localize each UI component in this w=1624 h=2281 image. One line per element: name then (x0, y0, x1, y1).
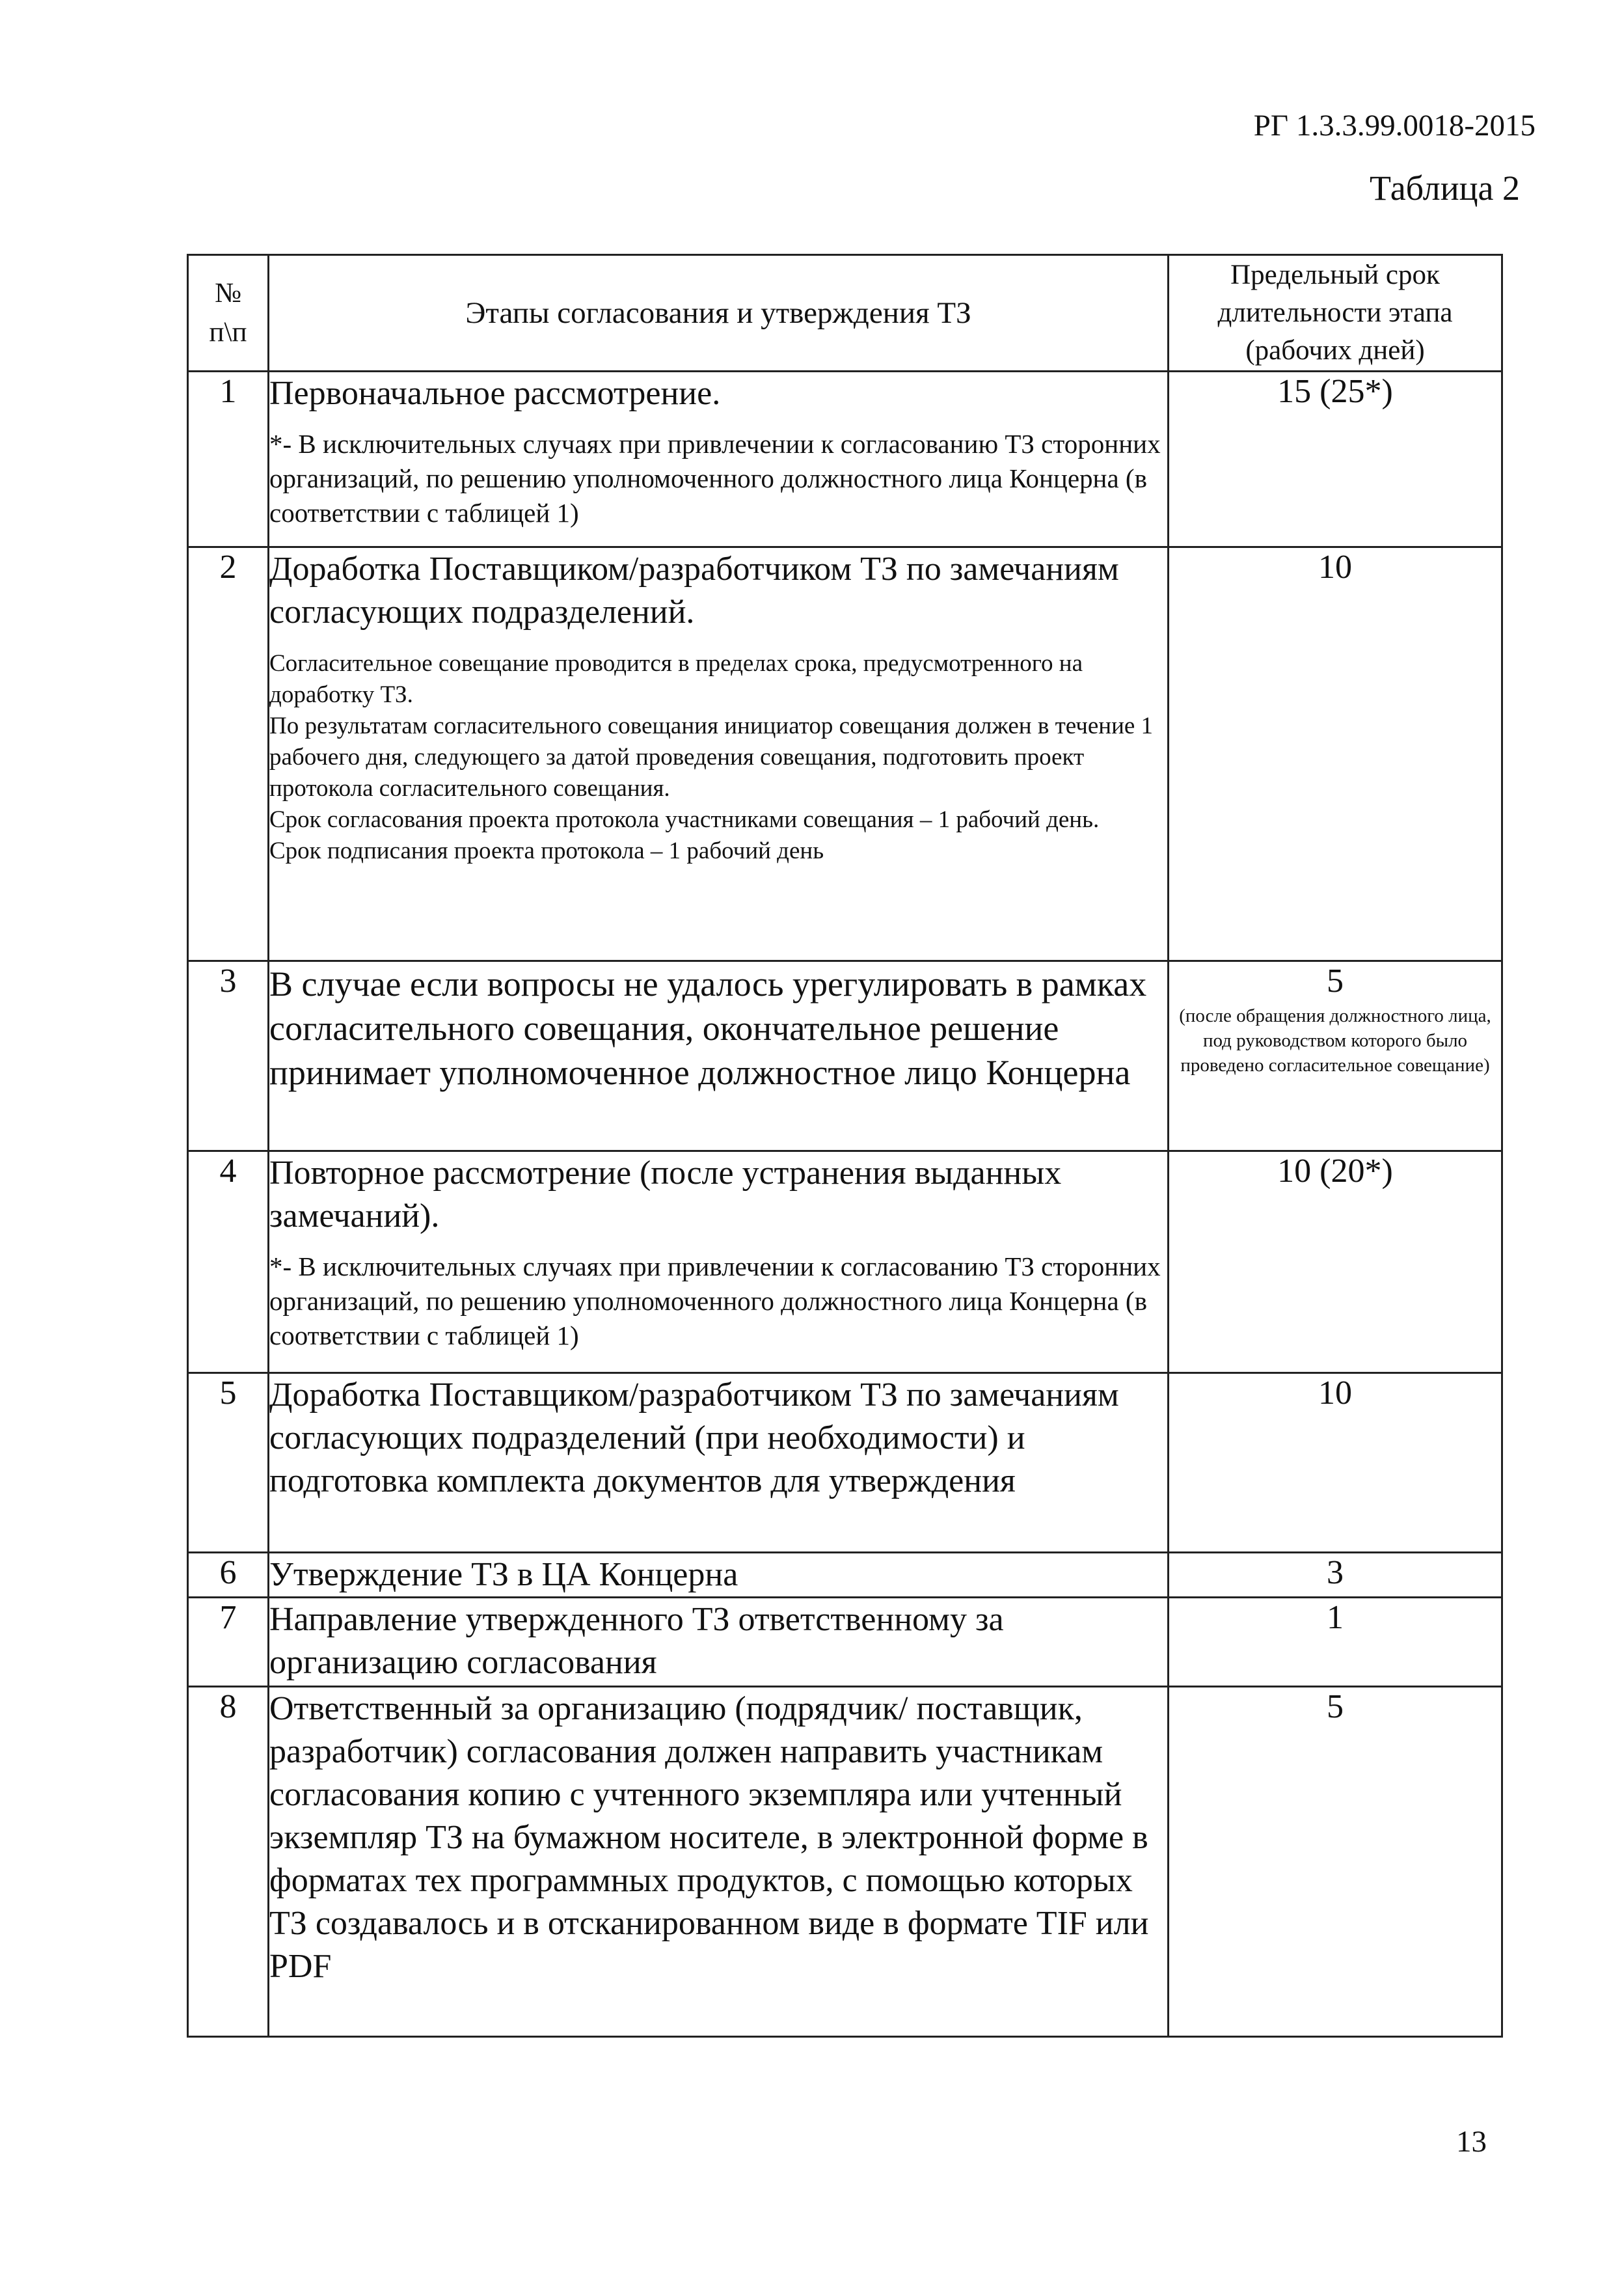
term-cell: 3 (1169, 1553, 1502, 1598)
document-code: РГ 1.3.3.99.0018-2015 (1253, 109, 1536, 143)
header-number (188, 255, 269, 372)
stage-text: Ответственный за организацию (подрядчик/ поставщик, разработчик) согласования должен направить участникам согласования копию с учтенного экземпляра или учтенный экземпляр ТЗ на бумажном носителе, в электронной форме в форматах тех программных продуктов, с помощью которых ТЗ создавалось и в отсканированном виде в формате TIF или PDF (269, 1690, 1149, 1985)
header-stage: Этапы согласования и утверждения ТЗ (269, 255, 1169, 372)
note-line: Согласительное совещание проводится в пределах срока, предусмотренного на доработку ТЗ. (269, 650, 1083, 708)
row-number: 3 (188, 961, 269, 1151)
term-cell (1169, 961, 1502, 1151)
stage-cell (269, 1687, 1169, 2037)
table-row (188, 1373, 1502, 1553)
row-number: 5 (188, 1373, 269, 1553)
stage-text: В случае если вопросы не удалось урегулировать в рамках согласительного совещания, окончательное решение принимает уполномоченное должностное лицо Концерна (269, 964, 1147, 1092)
page-number: 13 (1456, 2125, 1487, 2159)
stage-text: Утверждение ТЗ в ЦА Концерна (269, 1556, 738, 1593)
stage-text: Доработка Поставщиком/разработчиком ТЗ по замечаниям согласующих подразделений (при необходимости) и подготовка комплекта документов для утверждения (269, 1376, 1119, 1499)
note-line: Срок подписания проекта протокола – 1 рабочий день (269, 838, 824, 864)
stage-cell (269, 1553, 1169, 1598)
term-cell: 1 (1169, 1598, 1502, 1687)
term-cell: 10 (20*) (1169, 1151, 1502, 1373)
header-number-line1: № (214, 278, 242, 308)
table-row (188, 1687, 1502, 2037)
table-row (188, 961, 1502, 1151)
table-row (188, 1598, 1502, 1687)
approval-stages-table (187, 254, 1503, 2038)
term-value: 5 (1327, 963, 1344, 1000)
row-number: 2 (188, 547, 269, 961)
stage-cell (269, 961, 1169, 1151)
term-cell: 5 (1169, 1687, 1502, 2037)
stage-cell (269, 1598, 1169, 1687)
term-cell: 10 (1169, 547, 1502, 961)
stage-cell (269, 1151, 1169, 1373)
table-row (188, 372, 1502, 547)
table-title: Таблица 2 (1370, 169, 1520, 208)
header-number-line2: п\п (209, 317, 247, 348)
stage-text: Первоначальное рассмотрение. (269, 375, 721, 412)
table-header-row (188, 255, 1502, 372)
term-note: (после обращения должностного лица, под руководством которого было проведено согласительное совещание) (1179, 1005, 1491, 1076)
stage-cell (269, 547, 1169, 961)
table-row (188, 547, 1502, 961)
header-term: Предельный срок длительности этапа (рабочих дней) (1169, 255, 1502, 372)
row-number: 1 (188, 372, 269, 547)
stage-cell (269, 372, 1169, 547)
row-number: 8 (188, 1687, 269, 2037)
term-cell: 10 (1169, 1373, 1502, 1553)
table-row (188, 1151, 1502, 1373)
row-number: 6 (188, 1553, 269, 1598)
stage-note (269, 648, 1167, 867)
row-number: 4 (188, 1151, 269, 1373)
stage-text: Направление утвержденного ТЗ ответственному за организацию согласования (269, 1601, 1004, 1681)
note-line: По результатам согласительного совещания инициатор совещания должен в течение 1 рабочего дня, следующего за датой проведения совещания, подготовить проект протокола согласительного совещания. (269, 713, 1154, 802)
stage-note: *- В исключительных случаях при привлечении к согласованию ТЗ сторонних организаций, по решению уполномоченного должностного лица Концерна (в соответствии с таблицей 1) (269, 429, 1161, 528)
note-line: Срок согласования проекта протокола участниками совещания – 1 рабочий день. (269, 806, 1100, 833)
stage-cell (269, 1373, 1169, 1553)
term-cell: 15 (25*) (1169, 372, 1502, 547)
stage-note: *- В исключительных случаях при привлечении к согласованию ТЗ сторонних организаций, по решению уполномоченного должностного лица Концерна (в соответствии с таблицей 1) (269, 1251, 1161, 1350)
stage-text: Доработка Поставщиком/разработчиком ТЗ по замечаниям согласующих подразделений. (269, 551, 1119, 631)
stage-text: Повторное рассмотрение (после устранения выданных замечаний). (269, 1154, 1062, 1235)
row-number: 7 (188, 1598, 269, 1687)
table-row (188, 1553, 1502, 1598)
